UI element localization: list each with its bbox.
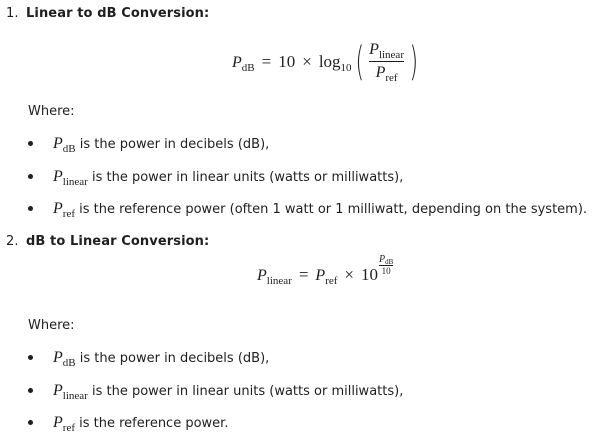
right-paren: ) — [409, 38, 419, 85]
section-title: dB to Linear Conversion: — [26, 234, 210, 249]
section-2-heading — [6, 234, 209, 249]
fraction-numerator: $P_{linear}$ — [369, 41, 404, 61]
coefficient: 10 — [278, 51, 296, 71]
formula-lhs: $P_{dB}$ — [232, 53, 255, 74]
equals-sign: = — [298, 265, 309, 284]
exponent-fraction — [379, 254, 393, 276]
formula-lhs: $P_{linear}$ — [257, 267, 292, 287]
bullet-icon — [28, 141, 33, 146]
exponent-base: 10 — [361, 265, 379, 284]
log-function: $\log_{10}$ — [318, 51, 352, 74]
section-number: 1. — [6, 6, 19, 21]
section-number: 2. — [6, 234, 19, 249]
list-item: $P_{dB}$ is the power in decibels (dB), — [28, 347, 269, 369]
exponent-denominator: 10 — [381, 266, 391, 276]
times-sign: × — [302, 51, 312, 71]
list-item: $P_{linear}$ is the power in linear units (watts or milliwatts), — [28, 380, 403, 402]
fraction — [369, 40, 404, 83]
bullet-icon — [28, 174, 33, 179]
where-label: Where: — [28, 104, 75, 119]
list-item: $P_{ref}$ is the reference power. — [28, 412, 228, 434]
bullet-icon — [28, 355, 33, 360]
linear-to-db-formula — [232, 40, 422, 83]
db-to-linear-formula — [257, 254, 394, 287]
times-sign: × — [344, 265, 355, 284]
list-item: $P_{ref}$ is the reference power (often 1 watt or 1 milliwatt, depending on the system). — [28, 198, 587, 220]
fraction-bar — [369, 61, 404, 62]
left-paren: ( — [355, 38, 364, 85]
formula-rhs: $P_{ref}$ — [315, 267, 338, 287]
exponent-numerator: $P_{dB}$ — [379, 254, 394, 266]
section-1-heading — [6, 6, 209, 21]
list-item: $P_{dB}$ is the power in decibels (dB), — [28, 133, 269, 155]
where-label: Where: — [28, 318, 75, 333]
equals-sign: = — [261, 51, 272, 71]
list-item: $P_{linear}$ is the power in linear units (watts or milliwatts), — [28, 166, 403, 188]
section-title: Linear to dB Conversion: — [26, 6, 210, 21]
fraction-denominator: $P_{ref}$ — [375, 64, 398, 84]
bullet-icon — [28, 420, 33, 425]
bullet-icon — [28, 206, 33, 211]
bullet-icon — [28, 388, 33, 393]
